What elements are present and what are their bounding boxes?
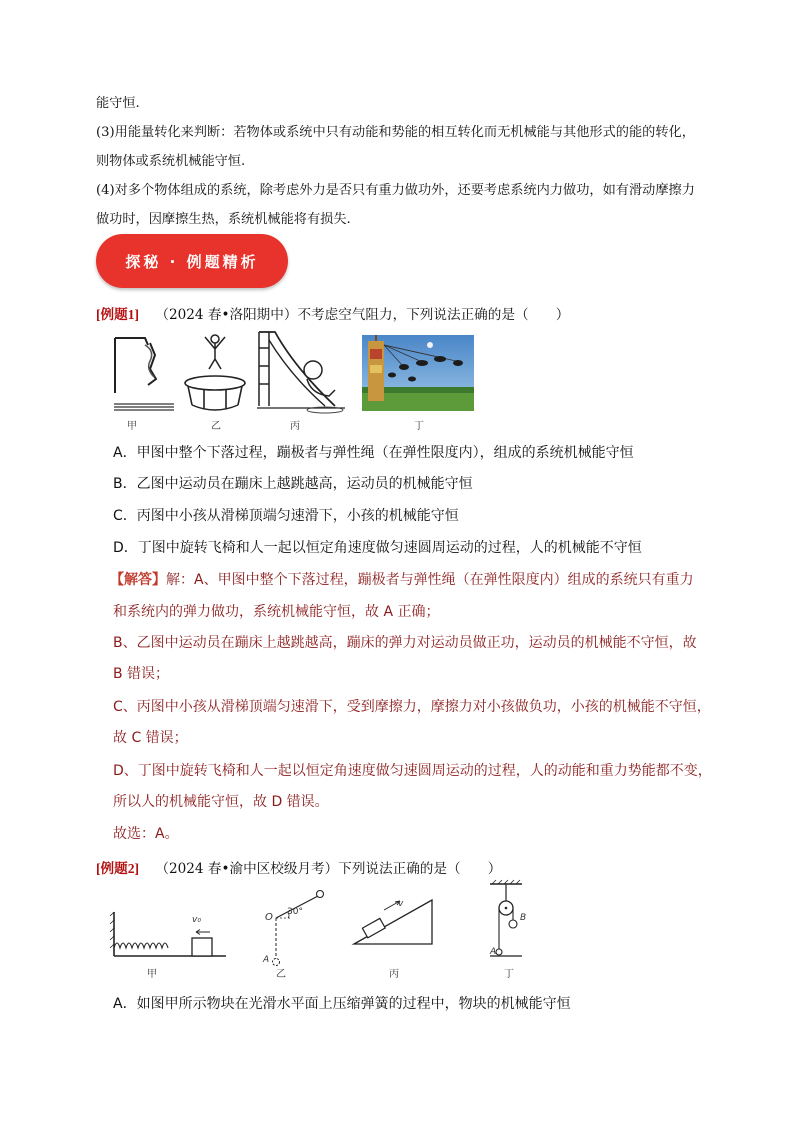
figure2-jia-spring-block: [110, 910, 230, 960]
example1-answer-line-5: C、丙图中小孩从滑梯顶端匀速滑下，受到摩擦力，摩擦力对小孩做负功，小孩的机械能不守恒，: [113, 699, 711, 715]
example1-answer-line-1: 【解答】解：A、甲图中整个下落过程，蹦极者与弹性绳（在弹性限度内）组成的系统只有重力: [110, 572, 694, 588]
fig2-label-bing: 丙: [389, 969, 399, 980]
example1-option-d: D．丁图中旋转飞椅和人一起以恒定角速度做匀速圆周运动的过程，人的机械能不守恒: [113, 540, 642, 556]
fig2-v-label: v: [398, 899, 404, 909]
intro-item-3: (3)用能量转化来判断：若物体或系统中只有动能和势能的相互转化而无机械能与其他形式的能的转化，则物体或系统机械能守恒.: [96, 125, 695, 169]
fig2-label-ding: 丁: [504, 969, 514, 980]
figure2-yi-pendulum: [262, 888, 332, 968]
example1-stem: [96, 303, 569, 323]
example1-option-c: C．丙图中小孩从滑梯顶端匀速滑下，小孩的机械能守恒: [113, 508, 459, 524]
example1-answer-line-8: 所以人的机械能守恒，故 D 错误。: [113, 794, 329, 810]
intro-line-0: 能守恒.: [96, 96, 140, 111]
fig1-label-bing: 丙: [290, 421, 300, 432]
fig1-label-yi: 乙: [211, 421, 221, 432]
example1-text: （2024 春•洛阳期中）不考虑空气阻力，下列说法正确的是（ ）: [155, 307, 570, 323]
example1-answer-line-9: 故选：A。: [113, 826, 179, 842]
example1-option-a: A．甲图中整个下落过程，蹦极者与弹性绳（在弹性限度内），组成的系统机械能守恒: [113, 445, 634, 461]
fig2-angle-label: 30°: [287, 907, 303, 917]
example2-option-a: A．如图甲所示物块在光滑水平面上压缩弹簧的过程中，物块的机械能守恒: [113, 996, 571, 1012]
example1-tag: [例题1]: [96, 307, 140, 322]
answer-tag: 【解答】: [110, 572, 166, 588]
example2-text: （2024 春•渝中区校级月考）下列说法正确的是（ ）: [155, 861, 502, 877]
figure-bing-slide: [255, 328, 347, 414]
example1-answer-line-7: D、丁图中旋转飞椅和人一起以恒定角速度做匀速圆周运动的过程，人的动能和重力势能都不变，: [113, 763, 712, 779]
figure-jia-bungee: [110, 333, 180, 413]
example2-tag: [例题2]: [96, 861, 140, 876]
example1-answer-line-2: 和系统内的弹力做功，系统机械能守恒，故 A 正确；: [113, 604, 440, 620]
fig2-A-yi-label: A: [263, 955, 270, 965]
fig2-v0-label: v₀: [192, 915, 201, 925]
example2-stem: [96, 857, 501, 877]
figure2-bing-incline: [352, 896, 442, 948]
fig2-A-ding-label: A: [490, 947, 497, 957]
example1-answer-line-3: B、乙图中运动员在蹦床上越跳越高，蹦床的弹力对运动员做正功，运动员的机械能不守恒，故: [113, 635, 697, 651]
fig1-label-ding: 丁: [414, 421, 424, 432]
example1-answer-line-4: B 错误；: [113, 666, 170, 682]
intro-item-4: (4)对多个物体组成的系统，除考虑外力是否只有重力做功外，还要考虑系统内力做功，如有滑动摩擦力做功时，因摩擦生热，系统机械能将有损失.: [96, 183, 695, 227]
fig2-label-yi: 乙: [276, 969, 286, 980]
figure-ding-swing-ride-photo: [362, 335, 474, 411]
fig2-O-label: O: [265, 912, 273, 923]
fig2-label-jia: 甲: [147, 969, 157, 980]
example1-answer-line-6: 故 C 错误；: [113, 730, 188, 746]
section-banner: 探秘 · 例题精析: [96, 234, 288, 288]
example1-option-b: B．乙图中运动员在蹦床上越跳越高，运动员的机械能守恒: [113, 476, 473, 492]
fig1-label-jia: 甲: [127, 421, 137, 432]
figure-yi-trampoline: [182, 333, 248, 413]
fig2-B-label: B: [520, 913, 527, 923]
